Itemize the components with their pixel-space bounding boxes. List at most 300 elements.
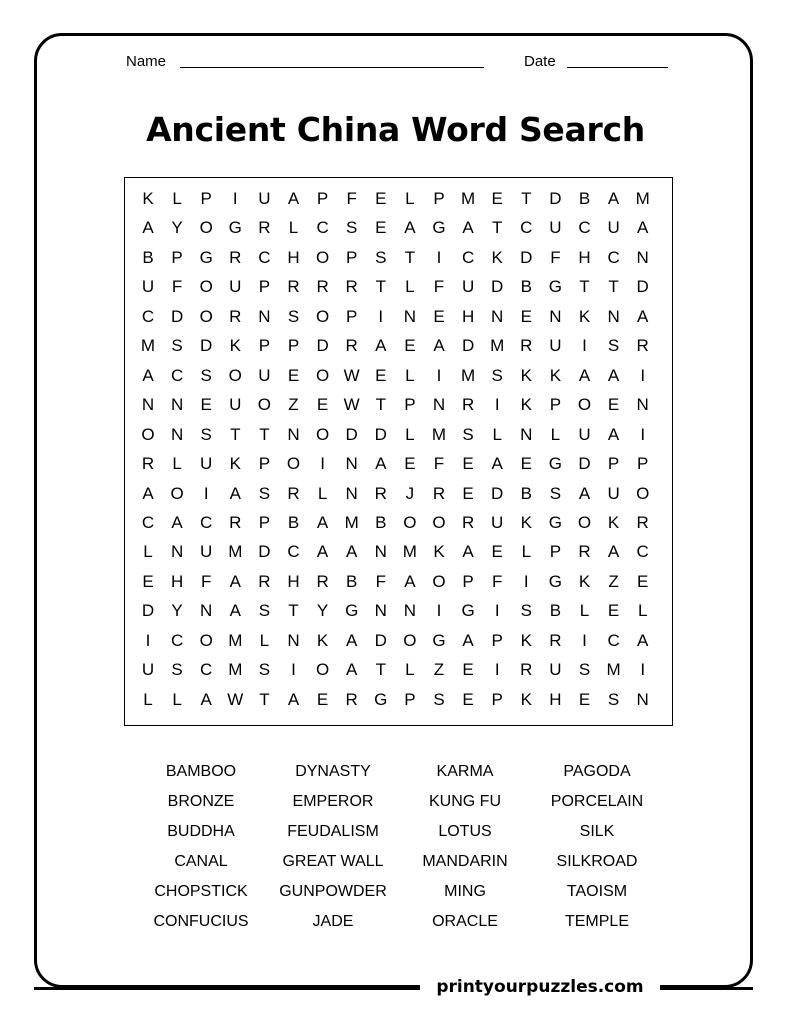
grid-letter[interactable]: M	[228, 630, 243, 650]
grid-letter[interactable]: K	[578, 571, 591, 591]
grid-letter[interactable]: R	[636, 512, 649, 532]
grid-letter[interactable]: P	[316, 189, 329, 208]
grid-letter[interactable]: N	[141, 395, 155, 415]
grid-letter[interactable]: D	[578, 454, 591, 474]
grid-letter[interactable]: A	[346, 630, 358, 650]
grid-letter[interactable]: T	[259, 424, 270, 444]
grid-letter[interactable]: M	[431, 424, 447, 444]
grid-letter[interactable]: S	[520, 601, 532, 621]
grid-letter[interactable]: G	[228, 218, 242, 238]
grid-letter[interactable]: H	[287, 247, 300, 267]
grid-letter[interactable]: I	[291, 660, 296, 680]
grid-letter[interactable]: N	[607, 306, 620, 326]
grid-letter[interactable]: S	[462, 424, 474, 444]
grid-letter[interactable]: Z	[608, 571, 619, 591]
grid-letter[interactable]: A	[637, 218, 649, 238]
grid-letter[interactable]: A	[637, 630, 649, 650]
grid-letter[interactable]: B	[520, 483, 532, 503]
grid-letter[interactable]: N	[170, 424, 184, 444]
grid-letter[interactable]: K	[520, 689, 532, 709]
grid-letter[interactable]: E	[316, 689, 329, 709]
grid-letter[interactable]: B	[520, 277, 532, 297]
grid-letter[interactable]: P	[462, 571, 474, 591]
grid-letter[interactable]: J	[405, 483, 415, 503]
grid-letter[interactable]: N	[287, 424, 300, 444]
grid-letter[interactable]: P	[404, 689, 416, 709]
grid-letter[interactable]: O	[315, 365, 330, 385]
grid-letter[interactable]: D	[491, 277, 504, 297]
grid-letter[interactable]: I	[203, 483, 209, 503]
grid-letter[interactable]: R	[258, 218, 271, 238]
name-field-line[interactable]	[180, 67, 484, 68]
grid-letter[interactable]: L	[405, 277, 415, 297]
grid-letter[interactable]: S	[433, 689, 445, 709]
grid-letter[interactable]: N	[432, 395, 446, 415]
grid-letter[interactable]: A	[404, 218, 416, 238]
grid-letter[interactable]: S	[258, 660, 271, 680]
grid-letter[interactable]: O	[315, 247, 330, 267]
grid-letter[interactable]: L	[288, 218, 299, 238]
grid-letter[interactable]: O	[141, 424, 155, 444]
grid-letter[interactable]: A	[462, 542, 474, 562]
grid-letter[interactable]: I	[320, 454, 325, 474]
grid-letter[interactable]: R	[258, 571, 271, 591]
grid-letter[interactable]: O	[199, 218, 213, 238]
grid-letter[interactable]: N	[403, 601, 417, 621]
grid-letter[interactable]: D	[520, 247, 533, 267]
grid-letter[interactable]: L	[492, 424, 502, 444]
grid-letter[interactable]: G	[548, 512, 562, 532]
grid-letter[interactable]: L	[143, 542, 153, 562]
grid-letter[interactable]: S	[375, 247, 387, 267]
grid-letter[interactable]: O	[170, 483, 184, 503]
grid-letter[interactable]: H	[549, 689, 562, 709]
grid-letter[interactable]: K	[520, 630, 532, 650]
grid-letter[interactable]: M	[228, 660, 243, 680]
grid-letter[interactable]: N	[520, 424, 533, 444]
grid-letter[interactable]: A	[578, 365, 591, 385]
grid-letter[interactable]: I	[378, 306, 384, 326]
grid-letter[interactable]: O	[257, 395, 271, 415]
grid-letter[interactable]: A	[346, 542, 358, 562]
grid-letter[interactable]: T	[404, 247, 416, 267]
grid-letter[interactable]: C	[141, 512, 155, 532]
grid-letter[interactable]: B	[578, 189, 591, 208]
grid-letter[interactable]: K	[229, 336, 241, 356]
grid-letter[interactable]: P	[637, 454, 649, 474]
grid-letter[interactable]: E	[578, 689, 591, 709]
grid-letter[interactable]: B	[375, 512, 387, 532]
grid-letter[interactable]: T	[608, 277, 619, 297]
grid-letter[interactable]: A	[346, 660, 358, 680]
grid-letter[interactable]: H	[461, 306, 475, 326]
grid-letter[interactable]: N	[374, 542, 387, 562]
grid-letter[interactable]: S	[607, 336, 620, 356]
grid-letter[interactable]: P	[549, 395, 562, 415]
grid-letter[interactable]: C	[607, 247, 620, 267]
grid-letter[interactable]: A	[375, 454, 387, 474]
grid-letter[interactable]: O	[577, 395, 592, 415]
grid-letter[interactable]: C	[200, 512, 213, 532]
grid-letter[interactable]: N	[636, 689, 649, 709]
grid-letter[interactable]: N	[170, 542, 184, 562]
grid-letter[interactable]: M	[635, 189, 650, 208]
grid-letter[interactable]: T	[375, 395, 386, 415]
grid-letter[interactable]: E	[607, 395, 620, 415]
grid-letter[interactable]: M	[461, 365, 476, 385]
grid-letter[interactable]: S	[287, 306, 300, 326]
grid-letter[interactable]: K	[142, 189, 154, 208]
grid-letter[interactable]: N	[491, 306, 504, 326]
grid-letter[interactable]: P	[171, 247, 183, 267]
grid-letter[interactable]: L	[405, 660, 415, 680]
grid-letter[interactable]: K	[316, 630, 329, 650]
grid-letter[interactable]: K	[491, 247, 503, 267]
grid-letter[interactable]: G	[432, 218, 446, 238]
grid-letter[interactable]: T	[375, 660, 386, 680]
grid-letter[interactable]: A	[375, 336, 387, 356]
grid-letter[interactable]: M	[606, 660, 621, 680]
grid-letter[interactable]: R	[374, 483, 387, 503]
grid-letter[interactable]: E	[316, 395, 329, 415]
grid-letter[interactable]: I	[582, 336, 587, 356]
grid-letter[interactable]: I	[640, 424, 646, 444]
grid-letter[interactable]: D	[258, 542, 271, 562]
grid-letter[interactable]: L	[259, 630, 270, 650]
grid-letter[interactable]: D	[491, 483, 504, 503]
grid-letter[interactable]: P	[287, 336, 300, 356]
grid-letter[interactable]: P	[258, 454, 271, 474]
grid-letter[interactable]: K	[578, 306, 591, 326]
grid-letter[interactable]: S	[171, 660, 183, 680]
grid-letter[interactable]: C	[461, 247, 475, 267]
grid-letter[interactable]: A	[200, 689, 212, 709]
grid-letter[interactable]: G	[374, 689, 388, 709]
grid-letter[interactable]: D	[636, 277, 649, 297]
grid-letter[interactable]: I	[494, 601, 500, 621]
grid-letter[interactable]: R	[141, 454, 155, 474]
grid-letter[interactable]: L	[317, 483, 328, 503]
grid-letter[interactable]: E	[433, 306, 445, 326]
grid-letter[interactable]: A	[607, 365, 620, 385]
grid-letter[interactable]: N	[287, 630, 300, 650]
grid-letter[interactable]: H	[578, 247, 591, 267]
grid-letter[interactable]: F	[550, 247, 561, 267]
grid-letter[interactable]: E	[462, 689, 474, 709]
grid-letter[interactable]: T	[259, 689, 270, 709]
grid-letter[interactable]: U	[141, 277, 155, 297]
grid-letter[interactable]: S	[491, 365, 503, 385]
grid-letter[interactable]: U	[549, 660, 562, 680]
grid-letter[interactable]: R	[229, 306, 242, 326]
grid-letter[interactable]: O	[577, 512, 592, 532]
grid-letter[interactable]: O	[432, 512, 446, 532]
grid-letter[interactable]: C	[287, 542, 300, 562]
grid-letter[interactable]: S	[578, 660, 591, 680]
grid-letter[interactable]: A	[607, 424, 620, 444]
grid-letter[interactable]: A	[287, 689, 300, 709]
grid-letter[interactable]: C	[607, 630, 620, 650]
grid-letter[interactable]: U	[607, 218, 620, 238]
grid-letter[interactable]: K	[520, 512, 532, 532]
grid-letter[interactable]: P	[433, 189, 445, 208]
grid-letter[interactable]: E	[491, 189, 503, 208]
grid-letter[interactable]: A	[607, 542, 620, 562]
grid-letter[interactable]: P	[346, 306, 358, 326]
grid-letter[interactable]: D	[141, 601, 155, 621]
grid-letter[interactable]: A	[229, 601, 241, 621]
grid-letter[interactable]: A	[316, 512, 329, 532]
grid-letter[interactable]: D	[461, 336, 475, 356]
grid-letter[interactable]: I	[436, 247, 442, 267]
grid-letter[interactable]: A	[142, 365, 154, 385]
grid-letter[interactable]: E	[375, 218, 387, 238]
grid-letter[interactable]: I	[494, 395, 500, 415]
grid-letter[interactable]: D	[200, 336, 213, 356]
grid-letter[interactable]: U	[549, 336, 562, 356]
grid-letter[interactable]: D	[316, 336, 329, 356]
grid-letter[interactable]: P	[404, 395, 416, 415]
grid-letter[interactable]: U	[141, 660, 155, 680]
grid-letter[interactable]: R	[578, 542, 591, 562]
grid-letter[interactable]: A	[229, 571, 241, 591]
grid-letter[interactable]: G	[548, 277, 562, 297]
grid-letter[interactable]: O	[403, 630, 417, 650]
grid-letter[interactable]: M	[490, 336, 505, 356]
grid-letter[interactable]: I	[232, 189, 238, 208]
grid-letter[interactable]: L	[143, 689, 153, 709]
grid-letter[interactable]: W	[343, 365, 360, 385]
grid-letter[interactable]: E	[287, 365, 300, 385]
grid-letter[interactable]: L	[405, 365, 415, 385]
grid-letter[interactable]: P	[491, 630, 503, 650]
grid-letter[interactable]: E	[520, 306, 532, 326]
grid-letter[interactable]: A	[462, 218, 474, 238]
grid-letter[interactable]: K	[433, 542, 445, 562]
grid-letter[interactable]: Y	[171, 601, 183, 621]
grid-letter[interactable]: E	[142, 571, 154, 591]
grid-letter[interactable]: R	[287, 277, 300, 297]
grid-letter[interactable]: R	[287, 483, 300, 503]
grid-letter[interactable]: A	[142, 483, 154, 503]
grid-letter[interactable]: O	[315, 424, 330, 444]
grid-letter[interactable]: B	[346, 571, 358, 591]
grid-letter[interactable]: N	[258, 306, 271, 326]
grid-letter[interactable]: D	[345, 424, 358, 444]
grid-letter[interactable]: O	[199, 277, 213, 297]
grid-letter[interactable]: R	[520, 336, 533, 356]
grid-letter[interactable]: K	[549, 365, 562, 385]
grid-letter[interactable]: Z	[288, 395, 299, 415]
grid-letter[interactable]: G	[345, 601, 359, 621]
grid-letter[interactable]: P	[258, 336, 271, 356]
grid-letter[interactable]: E	[375, 365, 387, 385]
grid-letter[interactable]: E	[520, 454, 532, 474]
grid-letter[interactable]: U	[578, 424, 591, 444]
grid-letter[interactable]: R	[345, 277, 358, 297]
grid-letter[interactable]: A	[142, 218, 154, 238]
grid-letter[interactable]: S	[258, 601, 271, 621]
grid-letter[interactable]: S	[549, 483, 562, 503]
grid-letter[interactable]: R	[229, 512, 242, 532]
grid-letter[interactable]: A	[287, 189, 300, 208]
grid-letter[interactable]: P	[258, 277, 271, 297]
grid-letter[interactable]: R	[229, 247, 242, 267]
grid-letter[interactable]: I	[145, 630, 151, 650]
grid-letter[interactable]: U	[229, 395, 242, 415]
grid-letter[interactable]: E	[404, 336, 416, 356]
grid-letter[interactable]: C	[578, 218, 591, 238]
grid-letter[interactable]: M	[344, 512, 359, 532]
grid-letter[interactable]: O	[286, 454, 301, 474]
grid-letter[interactable]: I	[640, 660, 646, 680]
grid-letter[interactable]: E	[404, 454, 416, 474]
grid-letter[interactable]: T	[521, 189, 532, 208]
grid-letter[interactable]: C	[636, 542, 649, 562]
footer-site-link[interactable]: printyourpuzzles.com	[420, 975, 660, 999]
grid-letter[interactable]: L	[405, 189, 415, 208]
grid-letter[interactable]: I	[436, 365, 442, 385]
grid-letter[interactable]: O	[432, 571, 446, 591]
grid-letter[interactable]: A	[491, 454, 503, 474]
grid-letter[interactable]: H	[170, 571, 184, 591]
grid-letter[interactable]: N	[636, 247, 649, 267]
grid-letter[interactable]: U	[549, 218, 562, 238]
grid-letter[interactable]: A	[607, 189, 620, 208]
grid-letter[interactable]: T	[579, 277, 590, 297]
grid-letter[interactable]: S	[200, 365, 212, 385]
grid-letter[interactable]: A	[578, 483, 591, 503]
grid-letter[interactable]: T	[375, 277, 386, 297]
grid-letter[interactable]: K	[520, 365, 532, 385]
grid-letter[interactable]: E	[462, 454, 474, 474]
grid-letter[interactable]: U	[258, 189, 271, 208]
grid-letter[interactable]: W	[343, 395, 360, 415]
grid-letter[interactable]: P	[491, 689, 503, 709]
grid-letter[interactable]: B	[142, 247, 154, 267]
grid-letter[interactable]: N	[170, 395, 184, 415]
grid-letter[interactable]: E	[200, 395, 212, 415]
grid-letter[interactable]: L	[579, 601, 590, 621]
grid-letter[interactable]: A	[462, 630, 474, 650]
grid-letter[interactable]: T	[491, 218, 503, 238]
grid-letter[interactable]: F	[433, 277, 445, 297]
grid-letter[interactable]: O	[228, 365, 242, 385]
grid-letter[interactable]: W	[227, 689, 244, 709]
grid-letter[interactable]: E	[607, 601, 620, 621]
grid-letter[interactable]: E	[637, 571, 649, 591]
grid-letter[interactable]: R	[316, 571, 329, 591]
grid-letter[interactable]: P	[258, 512, 271, 532]
grid-letter[interactable]: D	[170, 306, 184, 326]
grid-letter[interactable]: N	[374, 601, 387, 621]
grid-letter[interactable]: L	[550, 424, 561, 444]
grid-letter[interactable]: G	[548, 454, 562, 474]
grid-letter[interactable]: U	[229, 277, 242, 297]
grid-letter[interactable]: C	[170, 365, 184, 385]
grid-letter[interactable]: A	[229, 483, 241, 503]
grid-letter[interactable]: F	[171, 277, 183, 297]
grid-letter[interactable]: D	[374, 424, 387, 444]
grid-letter[interactable]: A	[316, 542, 329, 562]
grid-letter[interactable]: L	[405, 424, 415, 444]
grid-letter[interactable]: N	[549, 306, 562, 326]
grid-letter[interactable]: T	[230, 424, 241, 444]
grid-letter[interactable]: I	[523, 571, 529, 591]
grid-letter[interactable]: O	[315, 306, 330, 326]
grid-letter[interactable]: D	[549, 189, 562, 208]
grid-letter[interactable]: U	[200, 454, 213, 474]
grid-letter[interactable]: N	[345, 454, 358, 474]
grid-letter[interactable]: E	[375, 189, 387, 208]
grid-letter[interactable]: T	[288, 601, 299, 621]
grid-letter[interactable]: C	[141, 306, 155, 326]
grid-letter[interactable]: B	[549, 601, 562, 621]
grid-letter[interactable]: C	[170, 630, 184, 650]
date-field-line[interactable]	[567, 67, 668, 68]
grid-letter[interactable]: F	[491, 571, 503, 591]
grid-letter[interactable]: O	[636, 483, 650, 503]
grid-letter[interactable]: I	[640, 365, 646, 385]
grid-letter[interactable]: L	[637, 601, 648, 621]
grid-letter[interactable]: I	[436, 601, 442, 621]
grid-letter[interactable]: R	[316, 277, 329, 297]
grid-letter[interactable]: E	[491, 542, 503, 562]
grid-letter[interactable]: Z	[433, 660, 445, 680]
grid-letter[interactable]: H	[287, 571, 300, 591]
grid-letter[interactable]: K	[520, 395, 532, 415]
grid-letter[interactable]: R	[345, 689, 358, 709]
grid-letter[interactable]: P	[549, 542, 562, 562]
grid-letter[interactable]: U	[607, 483, 620, 503]
grid-letter[interactable]: F	[346, 189, 357, 208]
grid-letter[interactable]: U	[200, 542, 213, 562]
grid-letter[interactable]: M	[228, 542, 243, 562]
grid-letter[interactable]: D	[374, 630, 387, 650]
grid-letter[interactable]: N	[345, 483, 358, 503]
grid-letter[interactable]: A	[171, 512, 183, 532]
grid-letter[interactable]: U	[461, 277, 475, 297]
grid-letter[interactable]: G	[461, 601, 475, 621]
grid-letter[interactable]: L	[172, 454, 182, 474]
grid-letter[interactable]: N	[403, 306, 417, 326]
grid-letter[interactable]: R	[549, 630, 562, 650]
grid-letter[interactable]: G	[199, 247, 213, 267]
grid-letter[interactable]: Y	[171, 218, 183, 238]
grid-letter[interactable]: P	[346, 247, 358, 267]
grid-letter[interactable]: C	[520, 218, 533, 238]
grid-letter[interactable]: L	[172, 689, 182, 709]
grid-letter[interactable]: M	[461, 189, 476, 208]
grid-letter[interactable]: G	[432, 630, 446, 650]
grid-letter[interactable]: G	[548, 571, 562, 591]
grid-letter[interactable]: P	[607, 454, 620, 474]
grid-letter[interactable]: N	[636, 395, 649, 415]
grid-letter[interactable]: S	[258, 483, 271, 503]
grid-letter[interactable]: C	[316, 218, 329, 238]
grid-letter[interactable]: R	[636, 336, 649, 356]
grid-letter[interactable]: E	[462, 660, 474, 680]
grid-letter[interactable]: K	[607, 512, 620, 532]
grid-letter[interactable]: E	[462, 483, 474, 503]
grid-letter[interactable]: S	[346, 218, 358, 238]
grid-letter[interactable]: F	[200, 571, 212, 591]
grid-letter[interactable]: O	[403, 512, 417, 532]
grid-letter[interactable]: U	[491, 512, 504, 532]
grid-letter[interactable]: F	[433, 454, 445, 474]
grid-letter[interactable]: S	[200, 424, 212, 444]
grid-letter[interactable]: O	[199, 306, 213, 326]
